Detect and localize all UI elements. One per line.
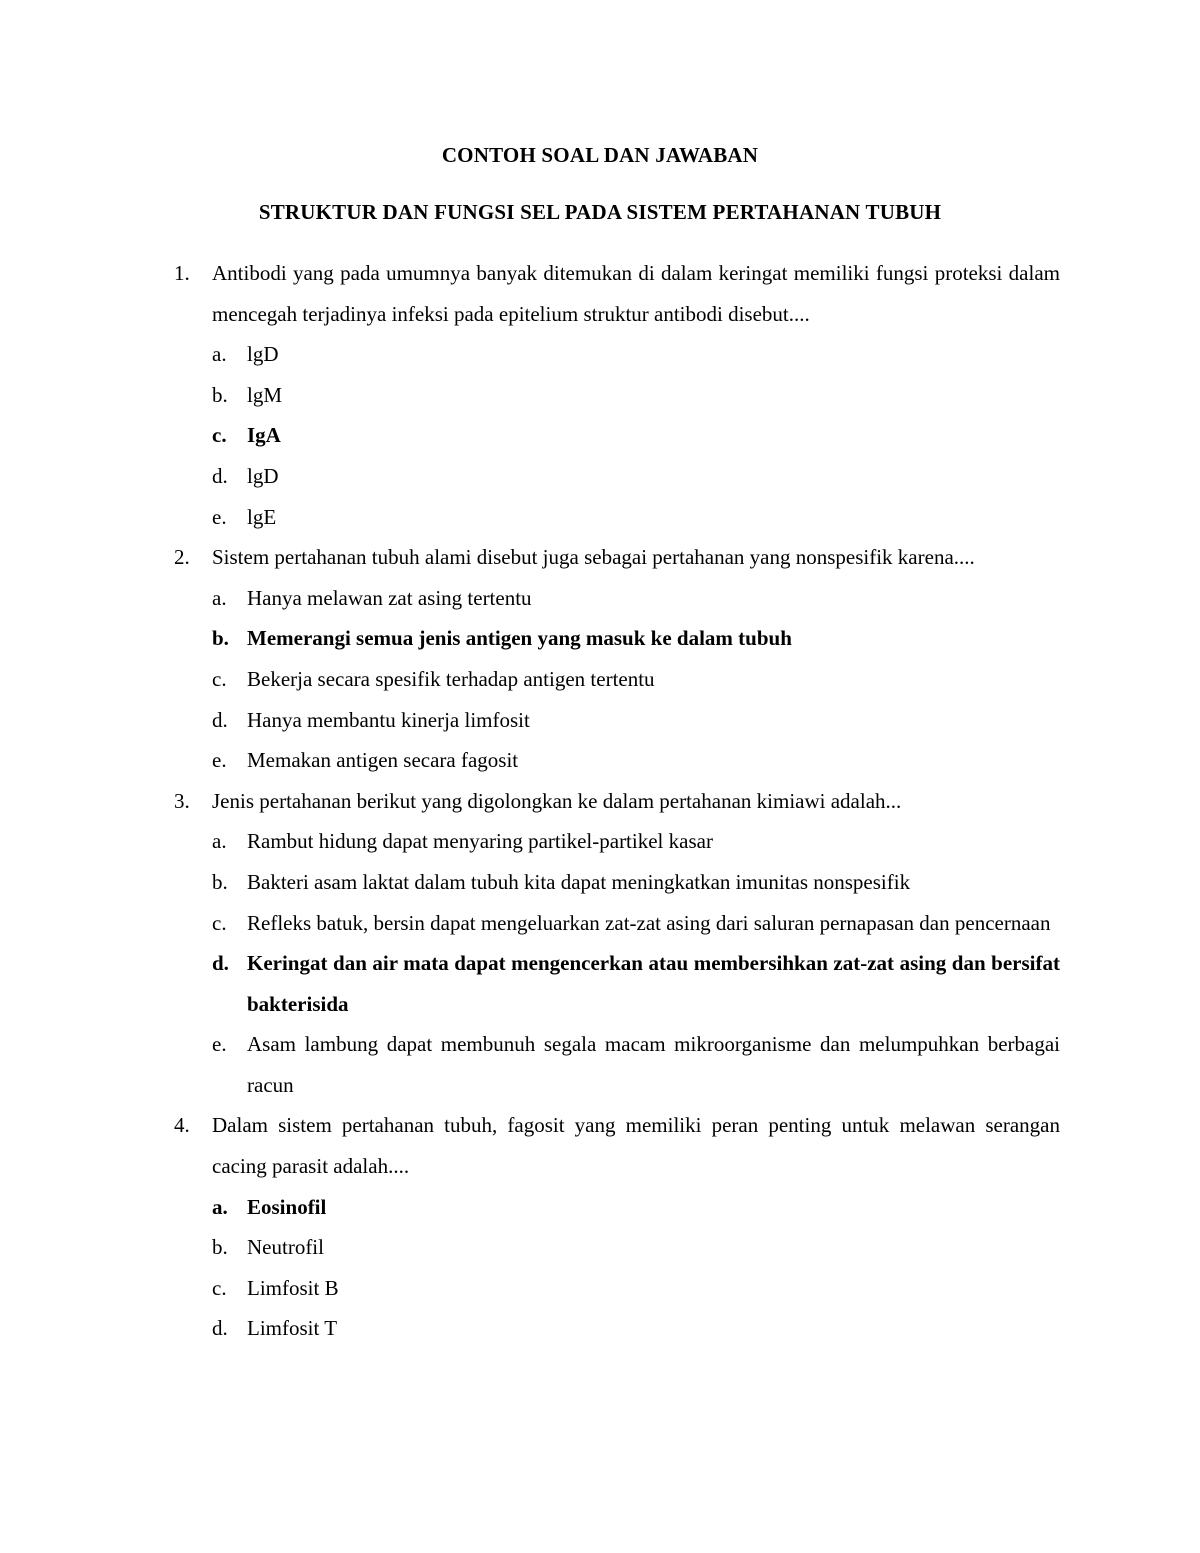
question-text: Jenis pertahanan berikut yang digolongkan ke dalam pertahanan kimiawi adalah... <box>212 788 902 813</box>
option-text: Hanya melawan zat asing tertentu <box>247 585 532 610</box>
option-text: Eosinofil <box>247 1194 327 1219</box>
option-letter: a. <box>212 829 227 854</box>
option-text: Rambut hidung dapat menyaring partikel-partikel kasar <box>247 829 713 854</box>
question-list <box>174 253 1060 1349</box>
answer-option-correct <box>212 618 1060 659</box>
question-2 <box>174 537 1060 578</box>
option-letter: e. <box>212 748 227 773</box>
answer-option <box>212 740 1060 781</box>
option-text: lgD <box>247 463 279 488</box>
option-text: Limfosit T <box>247 1316 338 1341</box>
question-3 <box>174 781 1060 822</box>
answer-option <box>212 700 1060 741</box>
option-letter: d. <box>212 951 229 976</box>
document-title: CONTOH SOAL DAN JAWABAN <box>441 143 759 167</box>
question-number: 4. <box>174 1113 190 1138</box>
option-text: Memerangi semua jenis antigen yang masuk ke dalam tubuh <box>247 626 792 651</box>
question-text: Antibodi yang pada umumnya banyak ditemukan di dalam keringat memiliki fungsi proteksi dalam mencegah terjadinya infeksi pada epitelium struktur antibodi disebut.... <box>212 261 1060 326</box>
option-letter: a. <box>212 342 227 367</box>
question-text: Dalam sistem pertahanan tubuh, fagosit yang memiliki peran penting untuk melawan serangan cacing parasit adalah.... <box>212 1113 1060 1179</box>
option-letter: b. <box>212 1235 228 1260</box>
answer-option <box>212 1268 1060 1309</box>
document-subtitle: STRUKTUR DAN FUNGSI SEL PADA SISTEM PERTAHANAN TUBUH <box>258 200 942 224</box>
question-number: 3. <box>174 788 190 813</box>
option-text: Asam lambung dapat membunuh segala macam mikroorganisme dan melumpuhkan berbagai racun <box>247 1032 1060 1097</box>
answer-option <box>212 862 1060 903</box>
question-text: Sistem pertahanan tubuh alami disebut juga sebagai pertahanan yang nonspesifik karena.... <box>212 545 975 570</box>
option-text: Bekerja secara spesifik terhadap antigen tertentu <box>247 666 655 691</box>
option-letter: e. <box>212 1032 227 1057</box>
option-text: lgE <box>247 504 277 529</box>
option-text: Neutrofil <box>247 1235 324 1260</box>
option-text: lgD <box>247 342 279 367</box>
option-letter: b. <box>212 869 228 894</box>
answer-option-correct <box>212 943 1060 1024</box>
option-text: Refleks batuk, bersin dapat mengeluarkan zat-zat asing dari saluran pernapasan dan pencernaan <box>247 910 1051 935</box>
option-letter: b. <box>212 626 229 651</box>
question-number: 1. <box>174 261 190 285</box>
answer-option <box>212 456 1060 497</box>
option-letter: d. <box>212 1316 228 1341</box>
option-letter: e. <box>212 504 227 529</box>
answer-option <box>212 659 1060 700</box>
option-letter: d. <box>212 463 228 488</box>
answer-option <box>212 497 1060 538</box>
answer-option-correct <box>212 1187 1060 1228</box>
option-text: IgA <box>247 423 281 448</box>
option-letter: a. <box>212 1194 228 1219</box>
option-letter: c. <box>212 666 227 691</box>
option-letter: c. <box>212 910 227 935</box>
answer-option <box>212 1024 1060 1105</box>
answer-option <box>212 578 1060 619</box>
option-letter: d. <box>212 707 228 732</box>
question-1 <box>174 253 1060 334</box>
answer-option <box>212 903 1060 944</box>
answer-option-correct <box>212 415 1060 456</box>
answer-option <box>212 375 1060 416</box>
question-number: 2. <box>174 545 190 570</box>
option-letter: a. <box>212 585 227 610</box>
answer-option <box>212 334 1060 375</box>
option-text: Limfosit B <box>247 1275 339 1300</box>
answer-option <box>212 1227 1060 1268</box>
option-text: lgM <box>247 382 283 407</box>
option-text: Memakan antigen secara fagosit <box>247 748 519 773</box>
option-letter: c. <box>212 423 227 448</box>
answer-option <box>212 1308 1060 1349</box>
question-4 <box>174 1105 1060 1186</box>
answer-option <box>212 821 1060 862</box>
option-letter: c. <box>212 1275 227 1300</box>
option-text: Bakteri asam laktat dalam tubuh kita dapat meningkatkan imunitas nonspesifik <box>247 869 911 894</box>
option-text: Hanya membantu kinerja limfosit <box>247 707 530 732</box>
option-letter: b. <box>212 382 228 407</box>
option-text: Keringat dan air mata dapat mengencerkan atau membersihkan zat-zat asing dan bersifat bakterisida <box>247 951 1060 1016</box>
